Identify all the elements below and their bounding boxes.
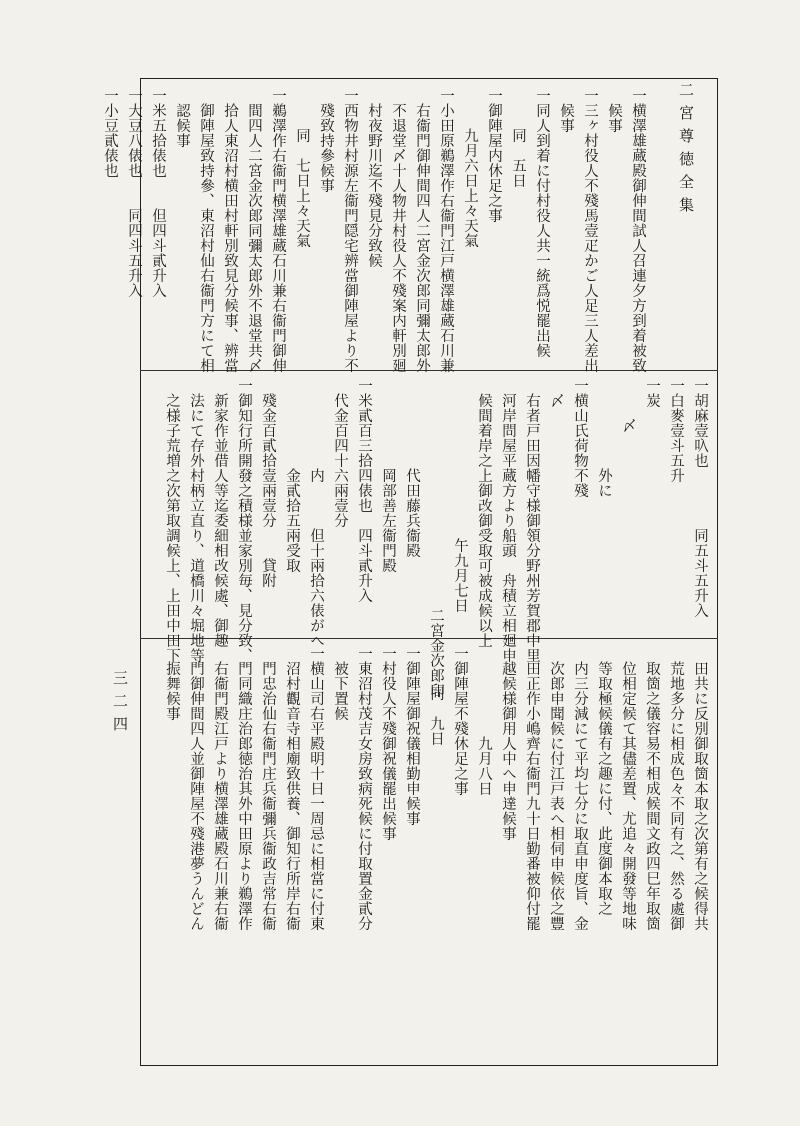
- text-column: 之様子荒増之次第取調候上、上田中田下: [164, 393, 180, 663]
- text-column: 金貳拾五兩受取: [284, 468, 300, 573]
- text-column: 岡部善左衞門殿: [380, 468, 396, 573]
- text-column: 候事: [606, 103, 622, 133]
- text-column: 越候様御用人中へ申達候事: [500, 661, 516, 841]
- text-column: 右衞門殿江戸より横澤雄蔵殿石川兼右衞: [212, 661, 228, 931]
- text-column: 殘致持參候事: [318, 103, 334, 193]
- text-column: 位相定候て其儘差置、尤追々開發等地味: [620, 661, 636, 931]
- text-column: 村夜野川迄不殘見分致候: [366, 103, 382, 268]
- text-column: 一御陣屋不殘休足之事: [452, 646, 468, 796]
- text-column: 取箇之儀容易不相成候間文政四巳年取箇: [644, 661, 660, 931]
- text-column: 間四人二宮金次郎同彌太郎外不退堂共〆: [246, 103, 262, 373]
- text-column: 内三分減にて平均七分に取直申度旨、金: [572, 661, 588, 931]
- text-column: 午九月七日: [452, 538, 468, 613]
- text-column: 荒地多分に相成色々不同有之、然る處御: [668, 661, 684, 931]
- section-bottom: [148, 646, 710, 1060]
- text-column: 河岸問屋平蔵方より船頭 舟積立相廻申: [500, 393, 516, 663]
- text-column: 次郎申聞候に付江戸表へ相伺申候依之豐: [548, 661, 564, 931]
- section-top: [102, 88, 648, 373]
- page-number: 三二四: [111, 670, 129, 739]
- text-column: 右衞門御伸間四人二宮金次郎同彌太郎外: [414, 103, 430, 373]
- text-column: 一米貳百三拾四俵也 四斗貳升入: [356, 378, 372, 603]
- text-column: 〆: [620, 418, 636, 433]
- text-column: 外に: [596, 468, 612, 498]
- text-column: 一米五拾俵也 但四斗貳升入: [150, 88, 166, 298]
- text-column: 等取極候儀有之趣に付、此度御本取之: [596, 661, 612, 916]
- text-column: 沼村觀音寺相廟致供養、御知行所岸右衞: [284, 661, 300, 931]
- text-column: 一鵜澤作右衞門横澤雄蔵石川兼右衞門御伸: [270, 88, 286, 373]
- text-column: 同 五日: [510, 128, 526, 188]
- text-column: 拾人東沼村横田村軒別致見分候事、辨當: [222, 103, 238, 373]
- text-column: 一炭: [644, 378, 660, 408]
- text-column: 不退堂〆十人物井村役人不殘案内軒別廻: [390, 103, 406, 373]
- text-column: 一東沼村茂吉女房致病死候に付取置金貳分: [356, 646, 372, 931]
- text-column: 一御知行所開發之積様並家別毎、見分致、: [236, 378, 252, 663]
- text-column: 同 七日上々天氣: [294, 128, 310, 248]
- text-column: 田正作小嶋齊右衞門九十日勤番被仰付罷: [524, 661, 540, 931]
- text-column: 新家作並借人等迄委細相改候處、御趣: [212, 393, 228, 648]
- text-column: 殘金百貳拾壹兩壹分 貸附: [260, 393, 276, 588]
- text-column: 二宮金次郎印: [428, 608, 444, 698]
- text-column: 田共に反別御取箇本取之次第有之候得共: [692, 661, 708, 931]
- text-column: 法にて存外村柄立直り、道橋川々堀地等: [188, 393, 204, 663]
- text-column: 一横山司右平殿明十日一周忌に相當に付東: [308, 646, 324, 931]
- text-column: 一胡麻壹叺也 同五斗五升入: [692, 378, 708, 618]
- text-column: 一御陣屋御祝儀相勤申候事: [404, 646, 420, 826]
- text-column: 候事: [558, 103, 574, 133]
- text-column: 一三ヶ村役人不殘馬壹疋かご人足三人差出: [582, 88, 598, 373]
- text-column: 一横澤雄蔵殿御伸間試人召連夕方到着被致: [630, 88, 646, 373]
- text-column: 門御伸間四人並御陣屋不殘港夢うんどん: [188, 661, 204, 931]
- text-column: 被下置候: [332, 661, 348, 721]
- text-column: 一西物井村源左衞門隠宅辨當御陣屋より不: [342, 88, 358, 373]
- text-column: 候間着岸之上御改御受取可被成候以上: [476, 393, 492, 648]
- text-column: 一御陣屋内休足之事: [486, 88, 502, 223]
- text-column: 内 但十兩拾六俵がへ: [308, 468, 324, 648]
- text-column: 九月六日上々天氣: [462, 128, 478, 248]
- text-column: 一大豆八俵也 同四斗五升入: [126, 88, 142, 298]
- text-column: 同 九日: [428, 686, 444, 746]
- text-column: 振舞候事: [164, 661, 180, 721]
- text-column: 九月八日: [476, 736, 492, 796]
- text-column: 一村役人不殘御祝儀罷出候事: [380, 646, 396, 841]
- text-column: 一横山氏荷物不殘: [572, 378, 588, 498]
- text-column: 一白麥壹斗五升: [668, 378, 684, 483]
- text-column: 門忠治仙右衞門庄兵衞彌兵衞政吉常右衞: [260, 661, 276, 931]
- text-column: 御陣屋致持參、東沼村仙右衞門方にて相: [198, 103, 214, 373]
- text-column: 右者戸田因幡守様御領分野州芳賀郡中里: [524, 393, 540, 663]
- text-column: 一小豆貳俵也: [102, 88, 118, 178]
- text-column: 代金百四十六兩壹分: [332, 393, 348, 528]
- text-column: 認候事: [174, 103, 190, 148]
- text-column: 一小田原鵜澤作右衞門江戸横澤雄蔵石川兼: [438, 88, 454, 373]
- text-column: 代田藤兵衞殿: [404, 468, 420, 558]
- text-column: 〆: [548, 393, 564, 408]
- book-title: 二宮尊徳全集: [677, 82, 695, 220]
- text-column: 一同人到着に付村役人共一統爲悦罷出候: [534, 88, 550, 358]
- text-column: 門同織庄治郎徳治其外中田原より鵜澤作: [236, 661, 252, 931]
